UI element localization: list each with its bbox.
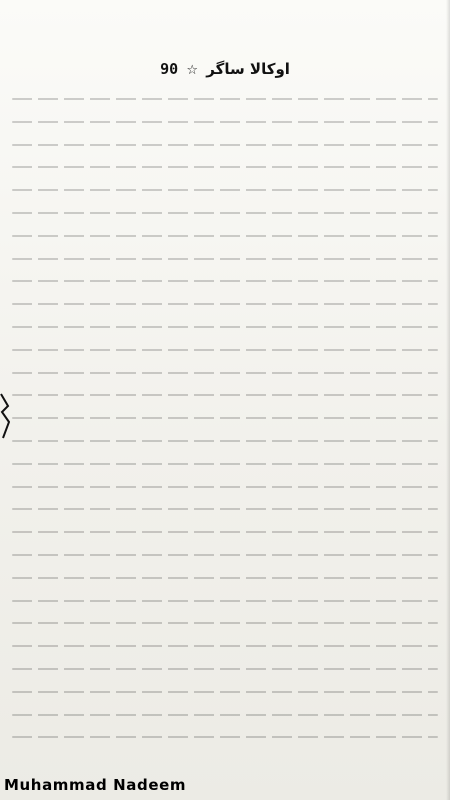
text-line <box>12 496 438 519</box>
text-line <box>12 519 438 542</box>
text-line <box>12 382 438 405</box>
text-line <box>12 474 438 497</box>
text-line <box>12 177 438 200</box>
author-signature: Muhammad Nadeem <box>4 776 187 794</box>
text-line <box>12 154 438 177</box>
text-line <box>12 428 438 451</box>
text-line <box>12 314 438 337</box>
text-line <box>12 200 438 223</box>
text-line <box>12 565 438 588</box>
text-line <box>12 246 438 269</box>
text-line <box>12 679 438 702</box>
text-line <box>12 633 438 656</box>
text-line <box>12 656 438 679</box>
star-icon: ☆ <box>186 63 199 78</box>
text-line <box>12 337 438 360</box>
text-line <box>12 451 438 474</box>
text-line <box>12 132 438 155</box>
text-line <box>12 405 438 428</box>
text-line <box>12 724 438 747</box>
text-line <box>12 702 438 725</box>
text-line <box>12 109 438 132</box>
scan-edge <box>446 0 450 800</box>
text-line <box>12 291 438 314</box>
text-line <box>12 542 438 565</box>
text-line <box>12 86 438 109</box>
book-title: اوکالا ساگر <box>206 60 290 78</box>
text-line <box>12 360 438 383</box>
text-line <box>12 747 438 752</box>
page-body <box>12 86 438 752</box>
ink-arrow-mark-icon <box>0 392 10 440</box>
page-header <box>0 60 450 78</box>
text-line <box>12 223 438 246</box>
page-number: 90 <box>160 60 179 78</box>
text-line <box>12 268 438 291</box>
text-line <box>12 610 438 633</box>
text-line <box>12 588 438 611</box>
